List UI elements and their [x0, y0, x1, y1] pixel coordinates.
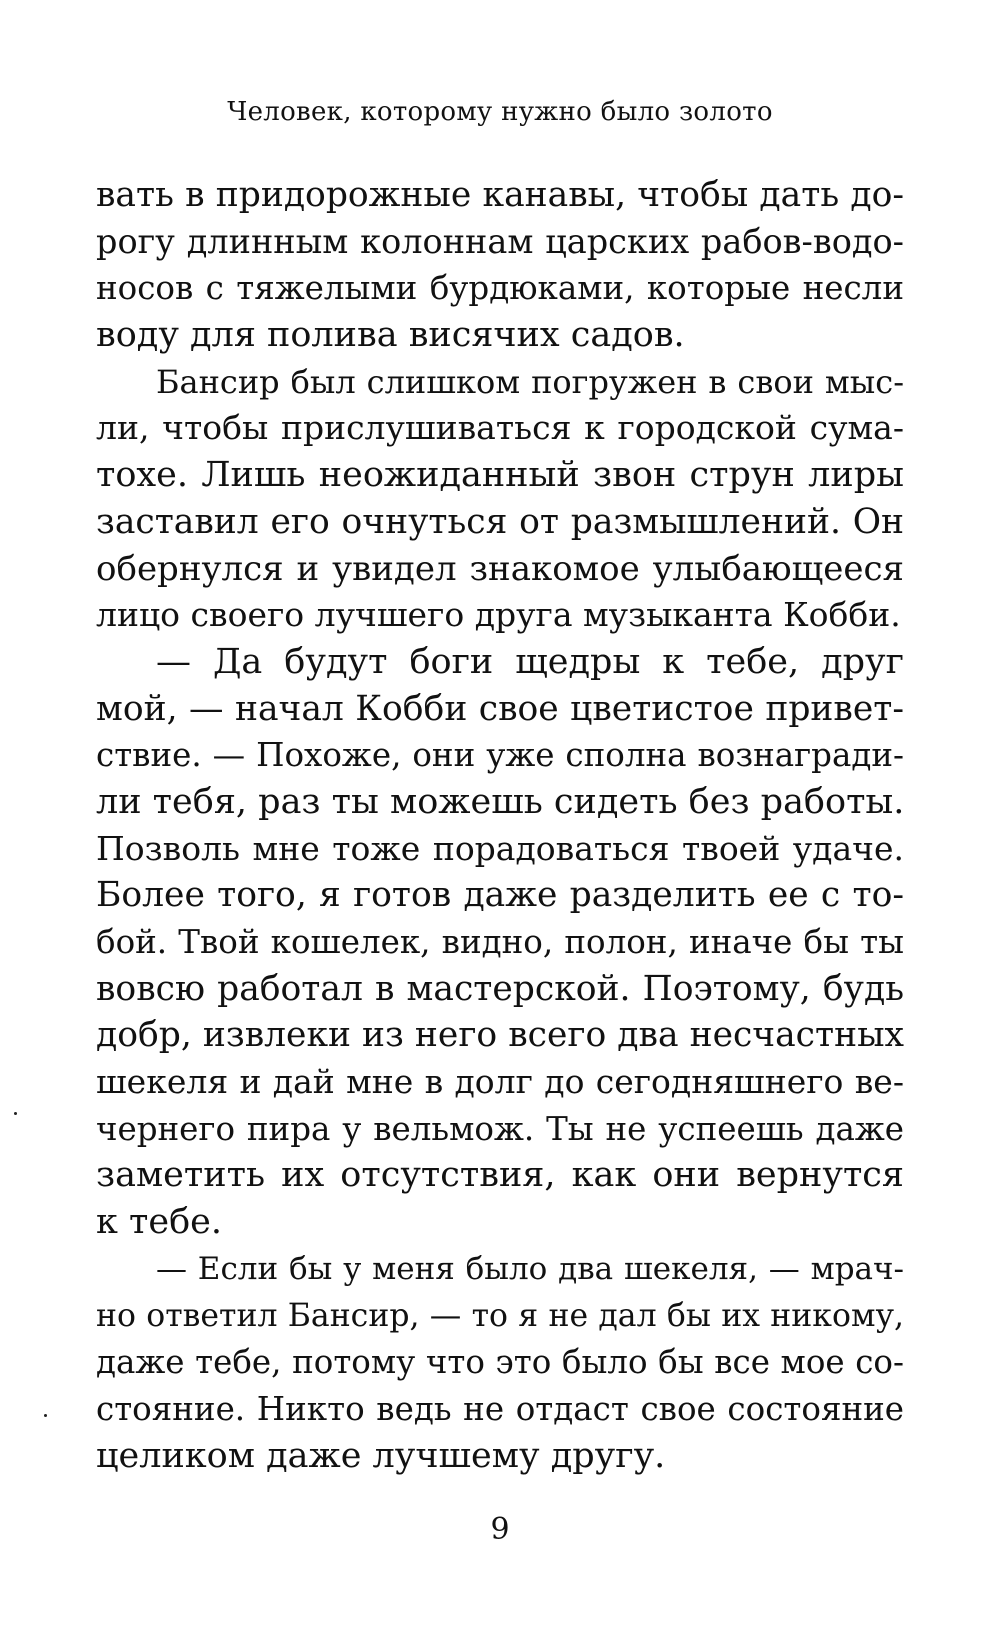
text-line: — Если бы у меня было два шекеля, — мрач-	[156, 1250, 904, 1287]
running-header: Человек, которому нужно было золото	[227, 97, 773, 127]
text-line: даже тебе, потому что это было бы все мое со-	[96, 1343, 904, 1382]
text-line: воду для полива висячих садов.	[96, 315, 685, 356]
text-line: тохе. Лишь неожиданный звон струн лиры	[96, 455, 904, 496]
text-line: но ответил Бансир, — то я не дал бы их никому,	[96, 1297, 904, 1334]
text-line: обернулся и увидел знакомое улыбающееся	[96, 548, 904, 589]
text-line: целиком даже лучшему другу.	[96, 1435, 666, 1476]
text-line: ствие. — Похоже, они уже сполна вознагради-	[96, 736, 904, 775]
paragraph	[96, 639, 904, 1246]
scan-speck	[44, 1414, 47, 1417]
text-line: стояние. Никто ведь не отдаст свое состояние	[96, 1389, 904, 1428]
text-line: мой, — начал Кобби свое цветистое привет-	[96, 688, 904, 729]
text-line: Бансир был слишком погружен в свои мыс-	[156, 362, 904, 401]
text-line: носов с тяжелыми бурдюками, которые несли	[96, 269, 904, 308]
scan-speck	[14, 1112, 17, 1115]
text-line: рогу длинным колоннам царских рабов-водо-	[96, 221, 904, 261]
text-line: лицо своего лучшего друга музыканта Кобби.	[96, 595, 901, 635]
paragraph	[96, 172, 904, 359]
text-line: вовсю работал в мастерской. Поэтому, будь	[96, 968, 904, 1009]
paragraph	[96, 359, 904, 639]
text-line: Позволь мне тоже порадоваться твоей удаче.	[96, 828, 904, 868]
body-text	[96, 172, 904, 1479]
text-line: чернего пира у вельмож. Ты не успеешь даже	[96, 1109, 904, 1148]
text-line: заставил его очнуться от размышлений. Он	[96, 501, 904, 542]
text-line: шекеля и дай мне в долг до сегодняшнего ве-	[96, 1062, 904, 1102]
page-number: 9	[490, 1512, 510, 1547]
paragraph	[96, 1246, 904, 1479]
text-line: вать в придорожные канавы, чтобы дать до-	[96, 175, 904, 215]
text-line: ли, чтобы прислушиваться к городской сума-	[96, 408, 904, 448]
text-line: добр, извлеки из него всего два несчастных	[96, 1015, 904, 1056]
text-line: к тебе.	[96, 1202, 222, 1243]
text-line: Более того, я готов даже разделить ее с то-	[96, 875, 904, 916]
text-line: бой. Твой кошелек, видно, полон, иначе бы ты	[96, 923, 904, 961]
text-line: — Да будут боги щедры к тебе, друг	[156, 641, 904, 682]
text-line: заметить их отсутствия, как они вернутся	[96, 1155, 904, 1196]
text-line: ли тебя, раз ты можешь сидеть без работы.	[96, 781, 905, 822]
